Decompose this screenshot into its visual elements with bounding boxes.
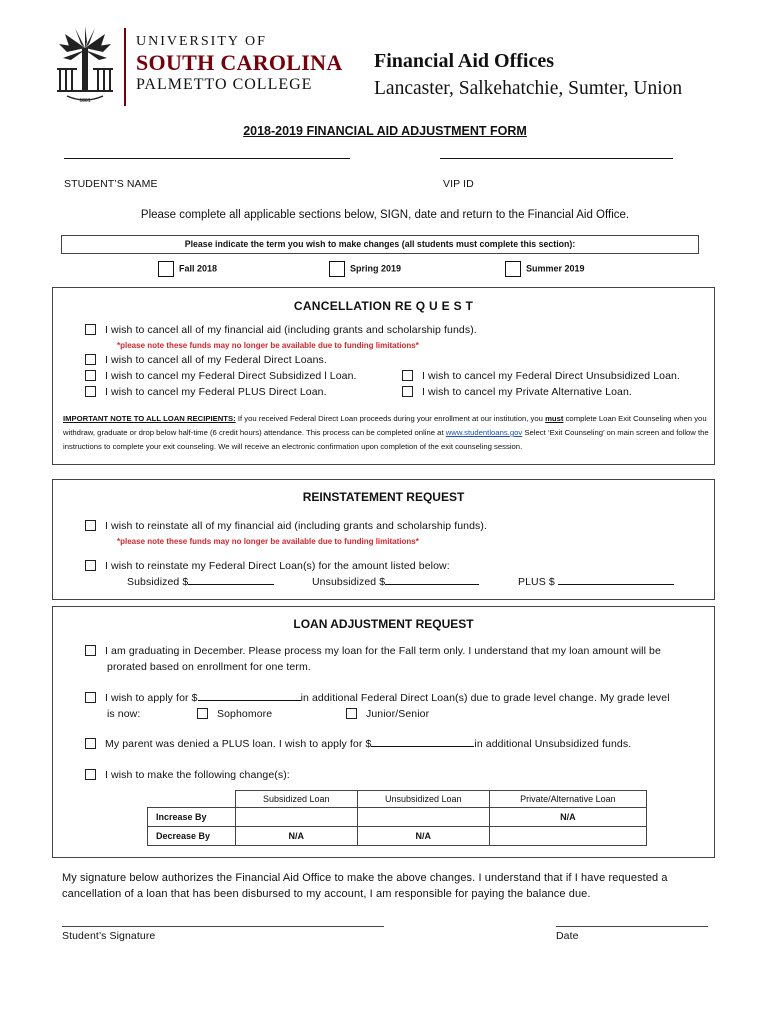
table-header-row [148,791,647,808]
signature-statement-1: My signature below authorizes the Financial Aid Office to make the above changes. I understand that if I have requested a [62,872,668,884]
studentloans-link[interactable]: www.studentloans.gov [445,428,523,437]
increase-unsubsidized-cell[interactable] [357,808,489,827]
cancel-direct-loans-checkbox[interactable] [85,354,96,365]
reinstate-subsidized[interactable] [127,576,274,588]
svg-text:1801: 1801 [79,98,91,104]
parent-plus-option[interactable] [85,738,631,750]
office-locations: Lancaster, Salkehatchie, Sumter, Union [374,78,683,99]
graduating-option[interactable] [85,645,661,657]
cancel-plus[interactable] [85,386,327,398]
cancel-subsidized-checkbox[interactable] [85,370,96,381]
grade-level-option[interactable] [85,692,670,704]
exit-counseling-note [63,412,713,454]
cancel-direct-loans-label: I wish to cancel all of my Federal Direct Loans. [105,354,327,366]
term-fall-label: Fall 2018 [179,263,218,274]
student-name-label: STUDENT’S NAME [64,178,158,190]
vip-id-label: VIP ID [443,178,474,190]
increase-private-cell: N/A [489,808,646,827]
reinstate-unsubsidized-label: Unsubsidized $ [312,576,386,588]
reinstate-all-aid[interactable] [85,520,487,532]
student-name-line[interactable] [64,158,350,159]
reinstate-all-aid-label: I wish to reinstate all of my financial aid (including grants and scholarship funds). [105,520,488,532]
reinstate-unsubsidized[interactable] [312,576,479,588]
cancel-unsubsidized[interactable] [402,370,680,382]
cancel-all-aid[interactable] [85,324,477,336]
note-label: IMPORTANT NOTE TO ALL LOAN RECIPIENTS: [63,414,236,423]
reinstate-loans-checkbox[interactable] [85,560,96,571]
reinstate-plus-label: PLUS $ [518,576,555,588]
note-part1: If you received Federal Direct Loan proceeds during your enrollment at our institution, you [235,414,546,423]
changes-label: I wish to make the following change(s): [105,769,290,781]
loan-change-table [147,790,647,846]
graduating-label: I am graduating in December. Please process my loan for the Fall term only. I understand that my loan amount will be [105,645,661,657]
cancel-all-aid-checkbox[interactable] [85,324,96,335]
cancel-plus-checkbox[interactable] [85,386,96,397]
graduating-label-2: prorated based on enrollment for one term. [107,661,311,673]
summer-checkbox[interactable] [505,261,521,277]
grade-level-amount-field[interactable] [198,700,301,701]
signature-statement-2: cancellation of a loan that has been disbursed to my account, I am responsible for paying the balance due. [62,888,591,900]
increase-subsidized-cell[interactable] [235,808,357,827]
term-summer-label: Summer 2019 [526,263,585,274]
loan-adjustment-section [52,606,715,858]
student-signature-label: Student’s Signature [62,930,156,942]
grade-level-checkbox[interactable] [85,692,96,703]
note-part3: Select ‘Exit Counseling’ on main screen and follow the instructions to complete your exit counseling. We will receive an electronic confirmation upon completion of the exit counseling session. [63,428,709,451]
logo-divider [124,28,126,106]
student-signature-line[interactable] [62,926,384,927]
changes-option[interactable] [85,769,290,781]
cancel-unsubsidized-checkbox[interactable] [402,370,413,381]
decrease-subsidized-cell: N/A [235,827,357,846]
reinstate-subsidized-field[interactable] [188,584,274,585]
junior-senior-label: Junior/Senior [366,708,430,720]
term-prompt: Please indicate the term you wish to make changes (all students must complete this section): [184,239,576,249]
reinstate-subsidized-label: Subsidized $ [127,576,189,588]
grade-level-post: in additional Federal Direct Loan(s) due to grade level change. My grade level [300,692,670,704]
parent-plus-amount-field[interactable] [371,746,474,747]
cancel-subsidized-label: I wish to cancel my Federal Direct Subsidized l Loan. [105,370,357,382]
grade-level-pre: I wish to apply for $ [105,692,198,704]
cancel-private-checkbox[interactable] [402,386,413,397]
reinstate-plus-field[interactable] [558,584,674,585]
changes-checkbox[interactable] [85,769,96,780]
cancel-unsubsidized-label: I wish to cancel my Federal Direct Unsubsidized Loan. [422,370,680,382]
form-title: 2018-2019 FINANCIAL AID ADJUSTMENT FORM [243,124,527,138]
spring-checkbox[interactable] [329,261,345,277]
note-part2: complete Loan Exit Counseling when you withdraw, graduate or drop below half-time (6 credit hours) attendance. This process can be completed online at [63,414,707,437]
header-unsubsidized: Unsubsidized Loan [357,791,489,808]
reinstate-unsubsidized-field[interactable] [385,584,479,585]
parent-plus-post: in additional Unsubsidized funds. [474,738,632,750]
logo-line-university: UNIVERSITY OF [136,34,267,49]
office-title: Financial Aid Offices [374,50,554,72]
vip-id-line[interactable] [440,158,673,159]
reinstate-warning: *please note these funds may no longer be available due to funding limitations* [117,537,419,546]
decrease-unsubsidized-cell: N/A [357,827,489,846]
table-corner [148,791,236,808]
date-label: Date [556,930,579,942]
table-row [148,808,647,827]
is-now-label: is now: [107,708,141,720]
header-subsidized: Subsidized Loan [235,791,357,808]
row-label-increase: Increase By [148,808,236,827]
row-label-decrease: Decrease By [148,827,236,846]
date-line[interactable] [556,926,708,927]
logo-line-south-carolina: SOUTH CAROLINA [136,50,343,75]
instructions: Please complete all applicable sections below, SIGN, date and return to the Financial Aid Office. [140,209,630,221]
cancel-private-label: I wish to cancel my Private Alternative Loan. [422,386,632,398]
term-spring-label: Spring 2019 [350,263,402,274]
reinstate-all-aid-checkbox[interactable] [85,520,96,531]
term-prompt-box [61,235,699,254]
loan-adjustment-title: LOAN ADJUSTMENT REQUEST [293,617,474,631]
logo-wordmark [136,34,343,94]
header-private: Private/Alternative Loan [489,791,646,808]
decrease-private-cell[interactable] [489,827,646,846]
cancel-all-aid-label: I wish to cancel all of my financial aid (including grants and scholarship funds). [105,324,477,336]
reinstate-plus[interactable] [518,576,674,588]
fall-checkbox[interactable] [158,261,174,277]
junior-senior-option[interactable] [346,708,429,720]
parent-plus-checkbox[interactable] [85,738,96,749]
parent-plus-pre: My parent was denied a PLUS loan. I wish to apply for $ [105,738,372,750]
cancel-warning: *please note these funds may no longer be available due to funding limitations* [117,341,419,350]
cancel-subsidized[interactable] [85,370,357,382]
reinstatement-section [52,479,715,600]
junior-senior-checkbox[interactable] [346,708,357,719]
table-row [148,827,647,846]
term-spring[interactable] [329,261,401,277]
logo-line-palmetto: PALMETTO COLLEGE [136,76,313,93]
palmetto-seal-icon [55,26,115,106]
sophomore-checkbox[interactable] [197,708,208,719]
reinstate-loans[interactable] [85,560,450,572]
term-summer[interactable] [505,261,585,277]
cancel-plus-label: I wish to cancel my Federal PLUS Direct Loan. [105,386,327,398]
reinstate-loans-label: I wish to reinstate my Federal Direct Loan(s) for the amount listed below: [105,560,450,572]
reinstatement-title: REINSTATEMENT REQUEST [302,490,465,504]
cancellation-title: CANCELLATION RE Q U E S T [293,299,474,313]
term-fall[interactable] [158,261,217,277]
cancellation-section [52,287,715,465]
sophomore-label: Sophomore [217,708,273,720]
sophomore-option[interactable] [197,708,272,720]
usc-palmetto-logo [55,26,115,106]
cancel-direct-loans[interactable] [85,354,327,366]
graduating-checkbox[interactable] [85,645,96,656]
note-must: must [545,414,564,423]
cancel-private[interactable] [402,386,632,398]
